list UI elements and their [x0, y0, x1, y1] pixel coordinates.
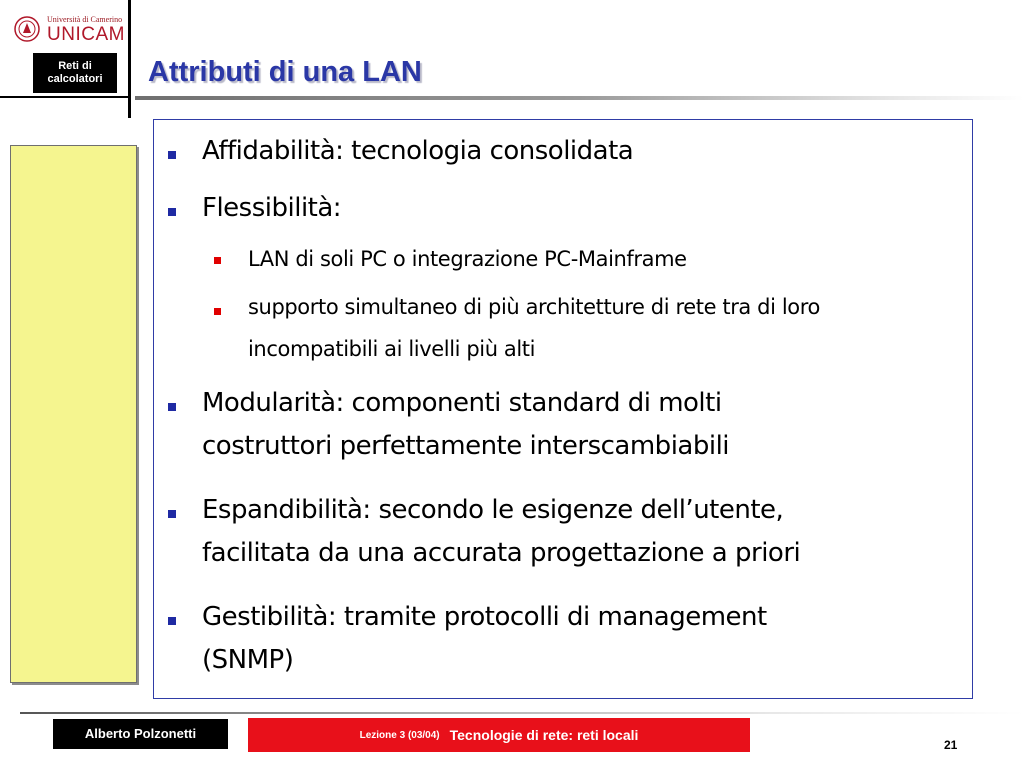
lesson-number: Lezione 3 (03/04)	[359, 729, 440, 741]
university-crest-icon	[14, 14, 40, 44]
bullet-text-line: (SNMP)	[202, 645, 294, 675]
bullet-marker	[168, 510, 176, 518]
lesson-bar	[248, 718, 750, 752]
sub-bullet-text: LAN di soli PC o integrazione PC-Mainframe	[248, 247, 687, 271]
footer-divider	[20, 712, 1024, 714]
content-box	[153, 119, 973, 699]
bullet-marker	[168, 151, 176, 159]
header-horizontal-divider	[0, 96, 128, 98]
unicam-logo	[14, 12, 125, 46]
side-panel	[10, 145, 137, 683]
slide-title: Attributi di una LAN	[148, 56, 422, 88]
course-label-text: Reti di calcolatori	[47, 60, 103, 85]
bullet-item	[202, 130, 633, 173]
author-label	[53, 719, 228, 749]
course-label	[33, 53, 117, 93]
title-underline	[135, 96, 1024, 100]
university-name: UNICAM	[47, 24, 125, 45]
bullet-text-line: Modularità: componenti standard di molti	[202, 388, 722, 418]
lesson-topic: Tecnologie di rete: reti locali	[449, 727, 639, 743]
bullet-text: Flessibilità:	[202, 193, 342, 223]
bullet-item	[202, 187, 341, 230]
bullet-text-line: Gestibilità: tramite protocolli di management	[202, 602, 767, 632]
sub-bullet-item	[248, 286, 820, 370]
author-name: Alberto Polzonetti	[84, 726, 197, 741]
bullet-text-line: costruttori perfettamente interscambiabili	[202, 431, 730, 461]
bullet-item	[202, 382, 729, 468]
bullet-text: Affidabilità: tecnologia consolidata	[202, 136, 634, 166]
bullet-item	[202, 489, 800, 575]
bullet-marker	[168, 617, 176, 625]
sub-bullet-text-line: incompatibili ai livelli più alti	[248, 337, 536, 361]
page-number: 21	[944, 738, 958, 752]
sub-bullet-item	[248, 238, 687, 280]
header-vertical-divider	[128, 0, 131, 118]
sub-bullet-marker	[214, 308, 221, 315]
bullet-item	[202, 596, 767, 682]
sub-bullet-text-line: supporto simultaneo di più architetture di rete tra di loro	[248, 295, 820, 319]
bullet-marker	[168, 403, 176, 411]
bullet-text-line: Espandibilità: secondo le esigenze dell’utente,	[202, 495, 784, 525]
bullet-text-line: facilitata da una accurata progettazione a priori	[202, 538, 801, 568]
sub-bullet-marker	[214, 257, 221, 264]
bullet-marker	[168, 208, 176, 216]
university-label: Università di Camerino	[47, 15, 123, 24]
